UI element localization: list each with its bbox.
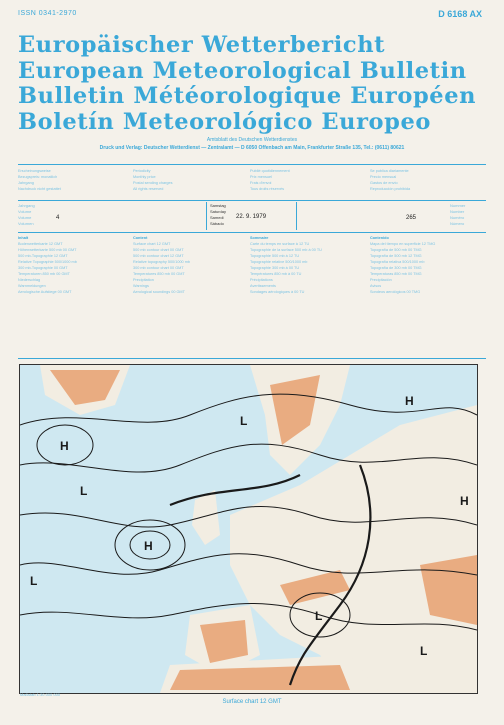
title-english: European Meteorological Bulletin (18, 57, 467, 84)
number-labels: Nummer Number Numéro Número (450, 203, 466, 226)
land-europe (230, 405, 477, 693)
issue-number: 265 (406, 215, 417, 221)
issn-number: ISSN 0341-2970 (18, 10, 77, 17)
issue-date: 22. 9. 1979 (236, 214, 267, 220)
title-french: Bulletin Météorologique Européen (18, 83, 477, 109)
surface-weather-map (19, 364, 478, 694)
high-pressure-center: H (144, 539, 153, 553)
high-pressure-center: H (60, 439, 69, 453)
land-britain (192, 490, 220, 545)
map-caption: Surface chart 12 GMT (222, 699, 282, 705)
weather-map-drawing (20, 365, 477, 693)
info-column-fr: Publié quotidiennement Prix mensuel Frais d'envoi Tous droits réservés (250, 169, 290, 191)
info-column-en: Periodicity Monthly price Postal sending charges All rights reserved (133, 169, 173, 191)
low-pressure-center: L (30, 574, 38, 588)
low-pressure-center: L (80, 484, 88, 498)
divider (18, 232, 486, 233)
publisher-line: Druck und Verlag: Deutscher Wetterdienst — Zentralamt — D 6050 Offenbach am Main, Frankfurter Straße 135, Tel.: (0611) 80621 (99, 145, 405, 151)
title-spanish: Boletín Meteorológico Europeo (18, 108, 432, 135)
contents-column-en: Content Surface chart 12 GMT 500 mb contour chart 00 GMT 500 mb contour chart 12 GMT Relative topography 500/1000 mb 300 mb contour chart 00 GMT Temperatures 850 mb 00 GMT Precipitation Warnings Aerological soundings 00 GMT (133, 236, 190, 294)
contents-column-fr: Sommaire Carte du temps en surface à 12 TU Topographie de la surface 500 mb à 00 TU Topographie 500 mb à 12 TU Topographie relative 500/1000 mb Topographie 300 mb à 00 TU Températures 850 mb à 00 TU Précipitations Avertissements Sondages aérologiques à 00 TU (250, 236, 322, 294)
info-column-de: Erscheinungsweise Bezugspreis: monatlich Jahrgang Nachdruck nicht gestattet (18, 169, 61, 191)
divider (18, 200, 486, 201)
day-labels: Samstag Saturday Samedi Sábado (210, 203, 227, 226)
title-german: Europäischer Wetterbericht (18, 32, 386, 58)
contents-column-de: Inhalt Bodenwetterkarte 12 GMT Höhenwetterkarte 500 mb 00 GMT 500 mb-Topographie 12 GMT Relative Topographie 500/1000 mb 300 mb-Topographie 00 GMT Temperaturen 850 mb 00 GMT Niederschlag Warnmeldungen Aerologische Aufstiege 00 GMT (18, 236, 77, 294)
official-gazette-line: Amtsblatt des Deutschen Wetterdienstes (206, 137, 298, 143)
volume-value: 4 (56, 215, 60, 221)
info-column-es: Se publica diariamente Precio mensual Gastos de envío Reproducción prohibida (370, 169, 411, 191)
divider (18, 358, 486, 359)
volume-labels: Jahrgang Volume Volume Volumen (18, 203, 35, 226)
divider (206, 202, 207, 230)
low-pressure-center: L (240, 414, 248, 428)
contents-column-es: Contenido Mapa del tiempo en superficie 12 TMG Topografía de 500 mb 00 TMG Topografía de 500 mb 12 TMG Topografía relativa 500/1000 mb Topografía de 300 mb 00 TMG Temperaturas 850 mb 00 TMG Precipitación Avisos Sondeos aerológicos 00 TMG (370, 236, 436, 294)
low-pressure-center: L (420, 644, 428, 658)
map-scale: Maßstab 1:30 000 000 (20, 692, 61, 697)
divider (296, 202, 297, 230)
publication-code: D 6168 AX (438, 9, 482, 19)
high-pressure-center: H (405, 394, 414, 408)
high-pressure-center: H (460, 494, 469, 508)
bulletin-titles (18, 33, 488, 135)
low-pressure-center: L (315, 609, 323, 623)
divider (18, 164, 486, 165)
